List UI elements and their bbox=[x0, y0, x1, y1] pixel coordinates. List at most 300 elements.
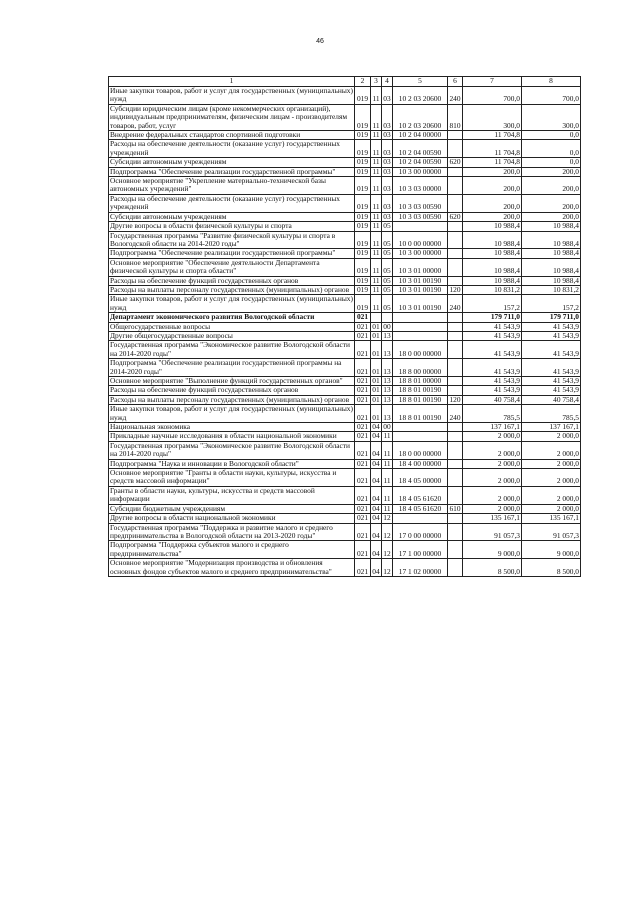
expense-type-cell bbox=[448, 486, 463, 504]
table-row bbox=[109, 441, 581, 459]
row-name-cell: Национальная экономика bbox=[109, 423, 355, 432]
amount-col7-cell: 200,0 bbox=[463, 177, 522, 195]
section-code-cell: 11 bbox=[371, 258, 382, 276]
gr-code-cell: 019 bbox=[355, 258, 371, 276]
amount-col8-cell: 41 543,9 bbox=[522, 322, 581, 331]
table-row bbox=[109, 87, 581, 105]
target-article-cell: 18 4 05 61620 bbox=[393, 504, 448, 513]
section-code-cell: 11 bbox=[372, 248, 380, 258]
gr-code-cell: 019 bbox=[355, 231, 371, 249]
amount-col8-cell: 2 000,0 bbox=[522, 459, 581, 468]
amount-col8-cell: 0,0 bbox=[522, 158, 581, 167]
section-code-cell: 04 bbox=[372, 422, 380, 432]
subsection-code-cell: 13 bbox=[383, 331, 391, 340]
row-name-cell: Основное мероприятие "Обеспечение деятельности Департамента физической культуры и спорта области" bbox=[109, 258, 355, 276]
amount-col8-cell: 700,0 bbox=[522, 87, 581, 105]
expense-type-cell bbox=[448, 423, 463, 432]
row-name-cell: Подпрограмма "Наука и инновации в Вологодской области" bbox=[109, 459, 355, 468]
row-name-cell: Основное мероприятие "Выполнение функций государственных органов" bbox=[109, 377, 355, 386]
subsection-code-cell: 12 bbox=[382, 559, 393, 577]
expense-type-cell: 120 bbox=[449, 285, 461, 294]
amount-col7-cell: 40 758,4 bbox=[463, 395, 522, 404]
amount-col7-cell: 41 543,9 bbox=[463, 341, 522, 359]
target-article-cell: 17 1 00 00000 bbox=[393, 541, 448, 559]
gr-code-cell: 019 bbox=[355, 194, 371, 212]
row-name-cell: Субсидии бюджетным учреждениям bbox=[109, 504, 355, 513]
row-name-cell: Общегосударственные вопросы bbox=[109, 322, 355, 331]
row-name-cell: Основное мероприятие "Модернизация производства и обновления основных фондов субъектов малого и среднего предпринимательства" bbox=[109, 559, 355, 577]
amount-col8-cell: 157,2 bbox=[522, 295, 581, 313]
row-name-cell: Основное мероприятие "Гранты в области науки, культуры, искусства и средств массовой информации" bbox=[109, 469, 355, 487]
target-article-cell: 10 2 03 20600 bbox=[393, 104, 448, 130]
gr-code-cell: 021 bbox=[355, 331, 371, 340]
expense-type-cell bbox=[448, 441, 463, 459]
header-cell: 2 bbox=[355, 77, 371, 87]
target-article-cell: 10 2 03 20600 bbox=[393, 87, 448, 105]
row-name-cell: Расходы на обеспечение функций государственных органов bbox=[109, 386, 355, 395]
amount-col8-cell: 179 711,0 bbox=[522, 313, 581, 322]
row-name-cell: Основное мероприятие "Укрепление материально-технической базы автономных учреждений" bbox=[109, 177, 355, 195]
amount-col8-cell: 40 758,4 bbox=[522, 395, 581, 404]
amount-col8-cell: 785,5 bbox=[522, 405, 581, 423]
expense-type-cell bbox=[448, 359, 463, 377]
amount-col8-cell: 10 988,4 bbox=[522, 276, 581, 285]
amount-col7-cell: 11 704,8 bbox=[463, 140, 522, 158]
amount-col7-cell: 2 000,0 bbox=[463, 459, 522, 468]
amount-col8-cell: 41 543,9 bbox=[522, 377, 581, 386]
section-code-cell: 01 bbox=[372, 331, 380, 340]
expense-type-cell: 620 bbox=[449, 157, 461, 167]
target-article-cell: 18 8 01 00190 bbox=[393, 395, 448, 404]
target-article-cell bbox=[393, 423, 448, 432]
target-article-cell: 17 0 00 00000 bbox=[393, 523, 448, 541]
amount-col7-cell: 91 057,3 bbox=[463, 523, 522, 541]
subsection-code-cell: 12 bbox=[382, 523, 393, 541]
expense-type-cell bbox=[448, 276, 463, 285]
gr-code-cell: 019 bbox=[355, 167, 371, 176]
table-row bbox=[109, 104, 581, 130]
row-name-cell: Субсидии юридическим лицам (кроме некоммерческих организаций), индивидуальным предпринимателям, физическим лицам - производителям товаров, работ, услуг bbox=[109, 104, 355, 130]
target-article-cell: 10 2 04 00000 bbox=[393, 131, 448, 140]
table-row bbox=[109, 322, 581, 331]
section-code-cell: 11 bbox=[372, 212, 380, 221]
amount-col7-cell: 41 543,9 bbox=[463, 359, 522, 377]
table-row bbox=[109, 523, 581, 541]
subsection-code-cell: 03 bbox=[382, 177, 393, 195]
section-code-cell: 11 bbox=[371, 140, 382, 158]
header-cell: 8 bbox=[522, 77, 581, 87]
target-article-cell: 18 4 00 00000 bbox=[393, 459, 448, 468]
table-row bbox=[109, 177, 581, 195]
amount-col7-cell: 10 988,4 bbox=[463, 276, 522, 285]
target-article-cell: 18 0 00 00000 bbox=[393, 441, 448, 459]
gr-code-cell: 021 bbox=[355, 459, 371, 468]
row-name-cell: Иные закупки товаров, работ и услуг для государственных (муниципальных) нужд bbox=[110, 294, 353, 312]
amount-col7-cell: 10 988,4 bbox=[463, 249, 522, 258]
section-code-cell: 04 bbox=[371, 523, 382, 541]
amount-col7-cell: 2 000,0 bbox=[463, 432, 522, 441]
subsection-code-cell: 13 bbox=[382, 341, 393, 359]
table-body bbox=[109, 77, 581, 577]
gr-code-cell: 019 bbox=[355, 249, 371, 258]
expense-type-cell bbox=[448, 131, 463, 140]
subsection-code-cell: 12 bbox=[382, 541, 393, 559]
subsection-code-cell: 05 bbox=[382, 231, 393, 249]
row-name-cell: Департамент экономического развития Вологодской области bbox=[109, 313, 355, 322]
target-article-cell bbox=[393, 313, 448, 322]
expense-type-cell: 620 bbox=[449, 212, 461, 221]
subsection-code-cell: 03 bbox=[383, 167, 391, 176]
amount-col7-cell: 135 167,1 bbox=[463, 514, 522, 523]
table-row bbox=[109, 158, 581, 167]
target-article-cell: 18 4 05 00000 bbox=[393, 469, 448, 487]
amount-col8-cell: 200,0 bbox=[522, 167, 581, 176]
row-name-cell: Подпрограмма "Обеспечение реализации государственной программы" bbox=[109, 249, 355, 258]
amount-col7-cell: 157,2 bbox=[463, 295, 522, 313]
subsection-code-cell: 05 bbox=[383, 276, 391, 285]
table-row bbox=[109, 295, 581, 313]
amount-col8-cell: 10 988,4 bbox=[522, 231, 581, 249]
subsection-code-cell: 13 bbox=[382, 359, 393, 377]
amount-col7-cell: 11 704,8 bbox=[463, 158, 522, 167]
row-name-cell: Государственная программа "Поддержка и развитие малого и среднего предпринимательства в Вологодской области на 2013-2020 годы" bbox=[109, 523, 355, 541]
subsection-code-cell: 03 bbox=[382, 87, 393, 105]
amount-col8-cell: 0,0 bbox=[522, 131, 581, 140]
amount-col7-cell: 200,0 bbox=[463, 167, 522, 176]
table-row bbox=[109, 359, 581, 377]
expense-type-cell bbox=[448, 249, 463, 258]
amount-col7-cell: 10 988,4 bbox=[463, 231, 522, 249]
amount-col7-cell: 41 543,9 bbox=[463, 377, 522, 386]
amount-col8-cell: 10 831,2 bbox=[522, 285, 581, 294]
section-code-cell: 01 bbox=[372, 395, 380, 404]
expense-type-cell bbox=[448, 322, 463, 331]
subsection-code-cell: 00 bbox=[383, 422, 391, 432]
amount-col8-cell: 41 543,9 bbox=[522, 386, 581, 395]
gr-code-cell: 021 bbox=[355, 486, 371, 504]
section-code-cell: 01 bbox=[372, 322, 380, 331]
section-code-cell: 11 bbox=[372, 276, 380, 285]
row-name-cell: Гранты в области науки, культуры, искусства и средств массовой информации bbox=[109, 486, 355, 504]
subsection-code-cell: 11 bbox=[382, 486, 393, 504]
row-name-cell: Субсидии автономным учреждениям bbox=[109, 212, 355, 221]
table-row bbox=[109, 140, 581, 158]
amount-col8-cell: 200,0 bbox=[522, 177, 581, 195]
gr-code-cell: 019 bbox=[355, 276, 371, 285]
gr-code-cell: 021 bbox=[355, 423, 371, 432]
target-article-cell: 18 8 01 00190 bbox=[393, 386, 448, 395]
expense-type-cell: 240 bbox=[448, 405, 463, 423]
section-code-cell: 11 bbox=[372, 285, 380, 294]
gr-code-cell: 021 bbox=[355, 395, 371, 404]
amount-col8-cell: 10 988,4 bbox=[522, 249, 581, 258]
section-code-cell: 04 bbox=[371, 441, 382, 459]
amount-col8-cell: 8 500,0 bbox=[522, 559, 581, 577]
subsection-code-cell: 03 bbox=[383, 212, 391, 221]
expense-type-cell: 240 bbox=[448, 295, 463, 313]
table-row bbox=[109, 194, 581, 212]
gr-code-cell: 021 bbox=[355, 541, 371, 559]
table-row bbox=[109, 276, 581, 285]
expense-type-cell bbox=[448, 559, 463, 577]
row-name-cell: Государственная программа "Экономическое развитие Вологодской области на 2014-2020 годы" bbox=[109, 441, 355, 459]
gr-code-cell: 021 bbox=[355, 523, 371, 541]
amount-col7-cell: 200,0 bbox=[463, 212, 522, 221]
target-article-cell bbox=[393, 222, 448, 231]
row-name-cell: Расходы на обеспечение деятельности (оказание услуг) государственных учреждений bbox=[109, 140, 355, 158]
amount-col7-cell: 11 704,8 bbox=[463, 131, 522, 140]
target-article-cell: 10 3 03 00590 bbox=[393, 212, 448, 221]
row-name-cell: Иные закупки товаров, работ и услуг для государственных (муниципальных) нужд bbox=[110, 404, 353, 422]
table-row bbox=[109, 249, 581, 258]
target-article-cell: 10 3 03 00000 bbox=[393, 177, 448, 195]
table-row bbox=[109, 341, 581, 359]
section-code-cell: 04 bbox=[371, 559, 382, 577]
table-row bbox=[109, 167, 581, 176]
amount-col7-cell: 41 543,9 bbox=[463, 322, 522, 331]
amount-col7-cell: 2 000,0 bbox=[463, 469, 522, 487]
table-row bbox=[109, 469, 581, 487]
gr-code-cell: 021 bbox=[355, 322, 371, 331]
section-code-cell: 11 bbox=[372, 167, 380, 176]
expense-type-cell: 120 bbox=[449, 395, 461, 404]
row-name-cell: Подпрограмма "Обеспечение реализации государственной программы" bbox=[109, 167, 355, 176]
expense-type-cell bbox=[448, 459, 463, 468]
expense-type-cell bbox=[448, 313, 463, 322]
expense-type-cell bbox=[448, 541, 463, 559]
amount-col8-cell: 41 543,9 bbox=[522, 341, 581, 359]
section-code-cell: 11 bbox=[371, 295, 382, 313]
gr-code-cell: 019 bbox=[355, 285, 371, 294]
amount-col7-cell: 137 167,1 bbox=[463, 423, 522, 432]
table-row bbox=[109, 459, 581, 468]
row-name-cell: Другие общегосударственные вопросы bbox=[109, 331, 355, 340]
target-article-cell: 18 8 01 00000 bbox=[393, 377, 448, 386]
expense-type-cell bbox=[448, 523, 463, 541]
subsection-code-cell: 13 bbox=[383, 385, 391, 395]
subsection-code-cell bbox=[382, 313, 393, 322]
target-article-cell: 10 3 03 00590 bbox=[393, 194, 448, 212]
table-row bbox=[109, 559, 581, 577]
amount-col7-cell: 41 543,9 bbox=[463, 331, 522, 340]
header-cell: 1 bbox=[109, 77, 355, 87]
table-row bbox=[109, 514, 581, 523]
target-article-cell: 10 3 01 00190 bbox=[393, 285, 448, 294]
row-name-cell: Государственная программа "Экономическое развитие Вологодской области на 2014-2020 годы" bbox=[109, 341, 355, 359]
gr-code-cell: 019 bbox=[355, 177, 371, 195]
table-row bbox=[109, 222, 581, 231]
table-row bbox=[109, 331, 581, 340]
amount-col7-cell: 2 000,0 bbox=[463, 441, 522, 459]
subsection-code-cell: 03 bbox=[382, 104, 393, 130]
amount-col8-cell: 2 000,0 bbox=[522, 486, 581, 504]
section-code-cell: 04 bbox=[371, 541, 382, 559]
expense-type-cell bbox=[448, 167, 463, 176]
expense-type-cell bbox=[448, 386, 463, 395]
subsection-code-cell: 03 bbox=[383, 130, 391, 140]
target-article-cell: 10 3 00 00000 bbox=[393, 249, 448, 258]
target-article-cell bbox=[393, 514, 448, 523]
row-name-cell: Расходы на обеспечение деятельности (оказание услуг) государственных учреждений bbox=[109, 194, 355, 212]
expense-type-cell bbox=[448, 514, 463, 523]
subsection-code-cell: 11 bbox=[382, 469, 393, 487]
amount-col8-cell: 41 543,9 bbox=[522, 359, 581, 377]
table-row bbox=[109, 386, 581, 395]
expense-type-cell bbox=[448, 177, 463, 195]
section-code-cell: 01 bbox=[372, 385, 380, 395]
amount-col7-cell: 2 000,0 bbox=[463, 486, 522, 504]
section-code-cell: 01 bbox=[371, 341, 382, 359]
subsection-code-cell: 11 bbox=[383, 459, 391, 468]
table-row bbox=[109, 405, 581, 423]
subsection-code-cell: 13 bbox=[382, 405, 393, 423]
target-article-cell: 17 1 02 00000 bbox=[393, 559, 448, 577]
expense-type-cell bbox=[448, 258, 463, 276]
target-article-cell bbox=[393, 322, 448, 331]
target-article-cell: 10 3 01 00190 bbox=[393, 295, 448, 313]
amount-col7-cell: 200,0 bbox=[463, 194, 522, 212]
amount-col8-cell: 135 167,1 bbox=[522, 514, 581, 523]
subsection-code-cell: 05 bbox=[382, 295, 393, 313]
row-name-cell: Другие вопросы в области национальной экономики bbox=[109, 514, 355, 523]
section-code-cell: 11 bbox=[371, 194, 382, 212]
row-name-cell: Расходы на обеспечение функций государственных органов bbox=[109, 276, 355, 285]
amount-col8-cell: 10 988,4 bbox=[522, 222, 581, 231]
target-article-cell: 18 4 05 61620 bbox=[393, 486, 448, 504]
table-row bbox=[109, 377, 581, 386]
row-name-cell: Расходы на выплаты персоналу государственных (муниципальных) органов bbox=[109, 395, 355, 404]
target-article-cell: 10 0 00 00000 bbox=[393, 231, 448, 249]
table-row bbox=[109, 285, 581, 294]
header-cell: 5 bbox=[393, 77, 448, 87]
expense-type-cell bbox=[448, 194, 463, 212]
section-code-cell: 11 bbox=[371, 177, 382, 195]
amount-col7-cell: 41 543,9 bbox=[463, 386, 522, 395]
amount-col8-cell: 0,0 bbox=[522, 140, 581, 158]
target-article-cell: 10 2 04 00590 bbox=[393, 158, 448, 167]
amount-col7-cell: 10 988,4 bbox=[463, 258, 522, 276]
table-row bbox=[109, 131, 581, 140]
table-row bbox=[109, 432, 581, 441]
table-row bbox=[109, 258, 581, 276]
amount-col8-cell: 91 057,3 bbox=[522, 523, 581, 541]
row-name-cell: Государственная программа "Развитие физической культуры и спорта в Вологодской области на 2014-2020 годы" bbox=[109, 231, 355, 249]
amount-col7-cell: 2 000,0 bbox=[463, 504, 522, 513]
target-article-cell: 18 8 01 00190 bbox=[393, 405, 448, 423]
header-cell: 3 bbox=[371, 77, 382, 87]
amount-col7-cell: 10 988,4 bbox=[463, 222, 522, 231]
amount-col8-cell: 137 167,1 bbox=[522, 423, 581, 432]
section-code-cell: 04 bbox=[371, 469, 382, 487]
row-name-cell: Подпрограмма "Поддержка субъектов малого и среднего предпринимательства" bbox=[109, 541, 355, 559]
gr-code-cell: 021 bbox=[355, 386, 371, 395]
gr-code-cell: 019 bbox=[355, 104, 371, 130]
gr-code-cell: 021 bbox=[355, 514, 371, 523]
row-name-cell: Иные закупки товаров, работ и услуг для государственных (муниципальных) нужд bbox=[110, 86, 353, 104]
subsection-code-cell: 00 bbox=[383, 322, 391, 331]
section-code-cell: 04 bbox=[372, 504, 380, 513]
amount-col8-cell: 200,0 bbox=[522, 194, 581, 212]
target-article-cell: 10 3 01 00000 bbox=[393, 258, 448, 276]
section-code-cell: 11 bbox=[372, 221, 380, 231]
amount-col7-cell: 300,0 bbox=[463, 104, 522, 130]
expense-type-cell bbox=[448, 231, 463, 249]
table-row bbox=[109, 504, 581, 513]
gr-code-cell: 019 bbox=[355, 131, 371, 140]
subsection-code-cell: 03 bbox=[382, 140, 393, 158]
gr-code-cell: 019 bbox=[355, 140, 371, 158]
expense-type-cell bbox=[448, 377, 463, 386]
table-row bbox=[109, 212, 581, 221]
section-code-cell: 04 bbox=[371, 486, 382, 504]
gr-code-cell: 019 bbox=[355, 212, 371, 221]
amount-col7-cell: 785,5 bbox=[463, 405, 522, 423]
amount-col7-cell: 9 000,0 bbox=[463, 541, 522, 559]
subsection-code-cell: 11 bbox=[383, 431, 391, 441]
gr-code-cell: 021 bbox=[355, 432, 371, 441]
subsection-code-cell: 13 bbox=[383, 376, 391, 385]
gr-code-cell: 021 bbox=[355, 405, 371, 423]
table-row bbox=[109, 231, 581, 249]
amount-col7-cell: 8 500,0 bbox=[463, 559, 522, 577]
table-row bbox=[109, 486, 581, 504]
gr-code-cell: 021 bbox=[355, 559, 371, 577]
subsection-code-cell: 03 bbox=[382, 194, 393, 212]
header-cell: 7 bbox=[463, 77, 522, 87]
amount-col8-cell: 2 000,0 bbox=[522, 432, 581, 441]
gr-code-cell: 019 bbox=[355, 87, 371, 105]
gr-code-cell: 021 bbox=[355, 341, 371, 359]
row-name-cell: Внедрение федеральных стандартов спортивной подготовки bbox=[109, 131, 355, 140]
expense-type-cell bbox=[448, 469, 463, 487]
section-code-cell: 01 bbox=[371, 405, 382, 423]
gr-code-cell: 021 bbox=[355, 469, 371, 487]
section-code-cell: 11 bbox=[371, 231, 382, 249]
subsection-code-cell: 05 bbox=[383, 248, 391, 258]
gr-code-cell: 021 bbox=[355, 441, 371, 459]
target-article-cell: 18 8 00 00000 bbox=[393, 359, 448, 377]
row-name-cell: Другие вопросы в области физической культуры и спорта bbox=[109, 222, 355, 231]
amount-col8-cell: 2 000,0 bbox=[522, 469, 581, 487]
subsection-code-cell: 11 bbox=[382, 441, 393, 459]
subsection-code-cell: 03 bbox=[383, 157, 391, 167]
subsection-code-cell: 11 bbox=[383, 504, 391, 513]
section-code-cell: 11 bbox=[371, 87, 382, 105]
section-code-cell: 11 bbox=[372, 157, 380, 167]
amount-col8-cell: 300,0 bbox=[522, 104, 581, 130]
subsection-code-cell: 13 bbox=[383, 395, 391, 404]
gr-code-cell: 021 bbox=[355, 313, 371, 322]
target-article-cell: 18 0 00 00000 bbox=[393, 341, 448, 359]
section-code-cell: 01 bbox=[371, 359, 382, 377]
expense-type-cell: 810 bbox=[448, 104, 463, 130]
expense-type-cell: 240 bbox=[448, 87, 463, 105]
row-name-cell: Подпрограмма "Обеспечение реализации государственной программы на 2014-2020 годы" bbox=[109, 359, 355, 377]
subsection-code-cell: 05 bbox=[383, 285, 391, 294]
section-code-cell: 04 bbox=[372, 431, 380, 441]
expense-type-cell: 610 bbox=[449, 504, 461, 513]
target-article-cell: 10 2 04 00590 bbox=[393, 140, 448, 158]
table-header-row bbox=[109, 77, 581, 87]
section-code-cell: 11 bbox=[371, 104, 382, 130]
header-cell: 4 bbox=[382, 77, 393, 87]
page-number: 46 bbox=[316, 38, 324, 45]
target-article-cell bbox=[393, 331, 448, 340]
section-code-cell: 01 bbox=[372, 376, 380, 385]
gr-code-cell: 021 bbox=[355, 504, 371, 513]
table-row bbox=[109, 541, 581, 559]
amount-col7-cell: 10 831,2 bbox=[463, 285, 522, 294]
